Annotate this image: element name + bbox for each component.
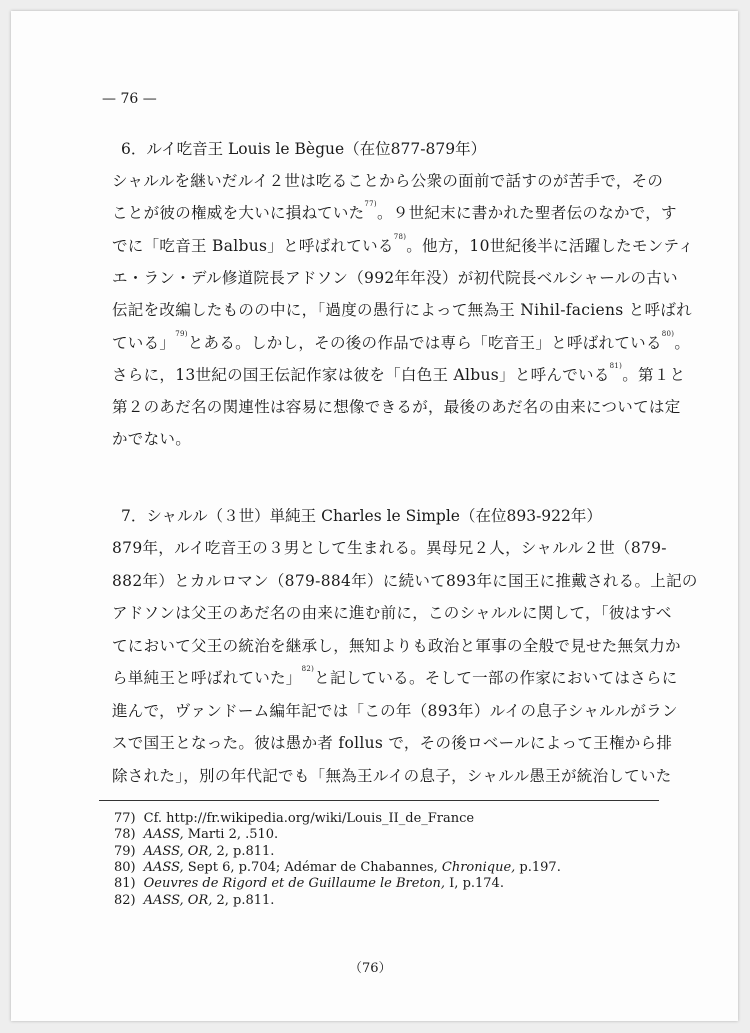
text-run: 879年，ルイ吃音王の３男として生まれる。異母兄２人，シャルル２世（879-	[112, 539, 667, 557]
footnote-number: 81)	[114, 876, 136, 892]
text-run: アドソンは父王のあだ名の由来に進む前に，このシャルルに関して，「彼はすべ	[112, 604, 672, 622]
body-text-line	[112, 331, 690, 353]
body-text-line	[112, 201, 677, 223]
text-run: てにおいて父王の統治を継承し，無知よりも政治と軍事の全般で見せた無気力か	[112, 636, 681, 655]
body-text-line	[112, 666, 678, 688]
footnote-text: Cf. http://fr.wikipedia.org/wiki/Louis_II_de_France	[143, 811, 475, 826]
footnote-ref: 79)	[175, 329, 188, 338]
footnote-italic: Chronique,	[441, 859, 516, 875]
body-text-line	[112, 169, 663, 191]
footnote-number: 82)	[114, 892, 136, 908]
document-page	[11, 11, 738, 1021]
footnote-italic: AASS, OR,	[143, 892, 213, 908]
footnote-separator	[99, 800, 659, 801]
text-run: 。９世紀末に書かれた聖者伝のなかで，す	[376, 204, 677, 223]
text-run: ている」	[112, 333, 176, 352]
footnote	[114, 811, 474, 826]
body-text-line	[112, 634, 681, 656]
body-text-line	[112, 569, 698, 591]
body-text-line	[112, 601, 672, 623]
text-run: スで国王となった。彼は愚か者 follus で，その後ロベールによって王権から排	[112, 734, 673, 752]
body-text-line	[112, 363, 685, 385]
text-run: 進んで，ヴァンドーム編年記では「この年（893年）ルイの息子シャルルがラン	[112, 701, 678, 720]
footnote	[114, 844, 274, 859]
body-text-line	[112, 298, 692, 320]
footnote-ref: 77)	[364, 200, 377, 209]
text-run: 第２のあだ名の関連性は容易に想像できるが，最後のあだ名の由来については定	[112, 398, 681, 417]
footnote-italic: Oeuvres de Rigord et de Guillaume le Breton,	[143, 876, 446, 892]
text-run: エ・ラン・デル修道院長アドソン（992年年没）が初代院長ベルシャールの古い	[112, 268, 678, 287]
footnote-text: p.197.	[515, 859, 561, 875]
footnote-number: 77)	[114, 811, 136, 826]
body-text-line	[112, 699, 678, 721]
footnote-ref: 80)	[661, 329, 675, 338]
text-run: でに「吃音王 Balbus」と呼ばれている	[112, 236, 394, 255]
text-run: と記している。そして一部の作家においてはさらに	[314, 669, 678, 687]
text-run: 882年）とカルロマン（879-884年）に続いて893年に国王に推戴される。上記の	[112, 571, 698, 590]
footnote-number: 80)	[114, 859, 136, 875]
running-head: — 76 —	[102, 91, 157, 107]
footnote-text: 2, p.811.	[212, 843, 275, 859]
section-7-title: 7．シャルル（３世）単純王 Charles le Simple（在位893-922年）	[121, 507, 602, 525]
text-run: シャルルを継いだルイ２世は吃ることから公衆の面前で話すのが苦手で，その	[112, 172, 664, 190]
text-run: ことが彼の権威を大いに損ねていた	[112, 204, 365, 223]
body-text-line	[112, 234, 694, 256]
text-run: とある。しかし，その後の作品では専ら「吃音王」と呼ばれている	[187, 333, 662, 352]
footnote-ref: 82)	[301, 665, 315, 673]
body-text-line	[112, 395, 681, 417]
footnote-text: 2, p.811.	[212, 892, 275, 908]
footnote	[114, 893, 274, 908]
body-text-line	[112, 427, 191, 449]
footnote-text: Marti 2, .510.	[183, 827, 279, 843]
text-run: さらに，13世紀の国王伝記作家は彼を「白色王 Albus」と呼んでいる	[112, 365, 610, 384]
text-run: ら単純王と呼ばれていた」	[112, 669, 302, 687]
footnote	[114, 860, 561, 875]
body-text-line	[112, 764, 672, 786]
footnote-italic: AASS,	[143, 827, 184, 843]
footnote-text: Sept 6, p.704; Adémar de Chabannes,	[183, 859, 442, 875]
text-run: かでない。	[112, 430, 192, 449]
footnote-number: 78)	[114, 827, 136, 843]
text-run: 。第１と	[622, 365, 686, 384]
footnote-ref: 78)	[393, 232, 407, 241]
text-run: 伝記を改編したものの中に，「過度の愚行によって無為王 Nihil-faciens と呼ばれ	[112, 301, 692, 320]
footnote	[114, 876, 504, 891]
footnote-number: 79)	[114, 843, 136, 859]
footnote-ref: 81)	[609, 361, 623, 370]
body-text-line	[112, 536, 667, 558]
footnote-italic: AASS,	[143, 859, 184, 875]
text-run: 除された」，別の年代記でも「無為王ルイの息子，シャルル愚王が統治していた	[112, 766, 672, 785]
text-run: 。	[674, 333, 691, 352]
body-text-line	[112, 266, 678, 288]
body-text-line	[112, 731, 672, 753]
footnote-italic: AASS, OR,	[143, 843, 213, 859]
section-6-title: 6．ルイ吃音王 Louis le Bègue（在位877-879年）	[121, 140, 487, 158]
footnote	[114, 827, 278, 842]
text-run: 。他方，10世紀後半に活躍したモンティ	[406, 236, 694, 255]
footnote-text: I, p.174.	[445, 876, 504, 892]
page-number: （76）	[349, 961, 392, 976]
